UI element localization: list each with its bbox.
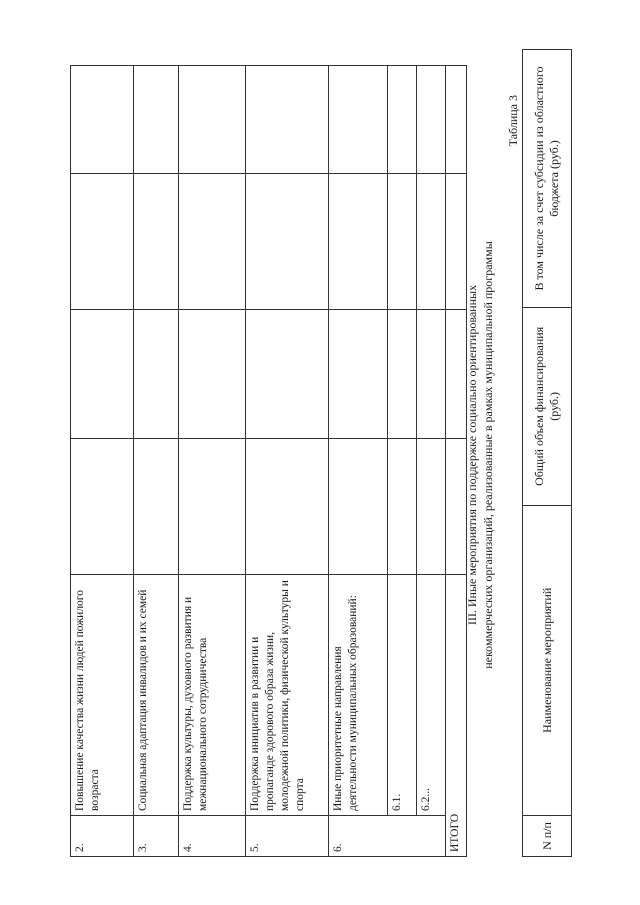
table-cell (388, 66, 417, 174)
table-cell (246, 66, 329, 174)
total-label: ИТОГО (446, 575, 467, 857)
table-cell (179, 174, 246, 310)
table-row (329, 66, 388, 857)
row-number: 2. (71, 816, 134, 857)
col-header-subsidy: В том числе за счет субсидии из областного бюджета (руб.) (523, 50, 572, 308)
table-cell (134, 66, 179, 174)
col-header-total-financing: Общий объем финансирования (руб.) (523, 307, 572, 505)
row-number: 3. (134, 816, 179, 857)
table-cell (246, 310, 329, 439)
table-3-header (522, 49, 572, 857)
sub-row-number: 6.2... (417, 575, 446, 816)
table-cell (388, 310, 417, 439)
row-name: Поддержка культуры, духовного развития и межнационального сотрудничества (179, 575, 246, 816)
table-cell (134, 439, 179, 575)
table-cell (329, 174, 388, 310)
table-cell (71, 310, 134, 439)
row-number: 4. (179, 816, 246, 857)
col-header-name: Наименование мероприятий (523, 505, 572, 815)
table-cell (246, 439, 329, 575)
table-row (179, 66, 246, 857)
row-number: 5. (246, 816, 329, 857)
col-header-number: N п/п (523, 815, 572, 856)
table-cell (134, 310, 179, 439)
row-name: Поддержка инициатив в развитии и пропаганде здорового образа жизни, молодежной политики, физической культуры и спорта (246, 575, 329, 816)
table-cell (179, 310, 246, 439)
table-cell (246, 174, 329, 310)
table-row (246, 66, 329, 857)
header-row (523, 50, 572, 857)
table-cell (388, 174, 417, 310)
table-cell (179, 66, 246, 174)
section-heading-line-2: некоммерческих организаций, реализованные в рамках муниципальной программы (481, 241, 495, 669)
table-cell (417, 439, 446, 575)
table-cell (134, 174, 179, 310)
row-number: 6. (329, 816, 446, 857)
table-cell (417, 174, 446, 310)
table-cell (329, 66, 388, 174)
table-cell (71, 174, 134, 310)
table-cell (329, 439, 388, 575)
section-heading (464, 175, 496, 735)
sub-row-number: 6.1. (388, 575, 417, 816)
table-cell (71, 66, 134, 174)
table-row (71, 66, 134, 857)
table-cell (388, 439, 417, 575)
table-label: Таблица 3 (506, 95, 520, 147)
table-cell (417, 66, 446, 174)
row-name: Социальная адаптация инвалидов и их семей (134, 575, 179, 816)
table-cell (417, 310, 446, 439)
row-name: Иные приоритетные направления деятельности муниципальных образований: (329, 575, 388, 816)
table-cell (179, 439, 246, 575)
table-row (134, 66, 179, 857)
table-cell (446, 66, 467, 174)
events-table-continuation (70, 65, 467, 857)
table-row (417, 66, 446, 857)
row-name: Повышение качества жизни людей пожилого возраста (71, 575, 134, 816)
table-cell (71, 439, 134, 575)
table-cell (329, 310, 388, 439)
table-row (388, 66, 417, 857)
section-heading-line-1: III. Иные мероприятия по поддержке социально ориентированных (465, 284, 479, 626)
